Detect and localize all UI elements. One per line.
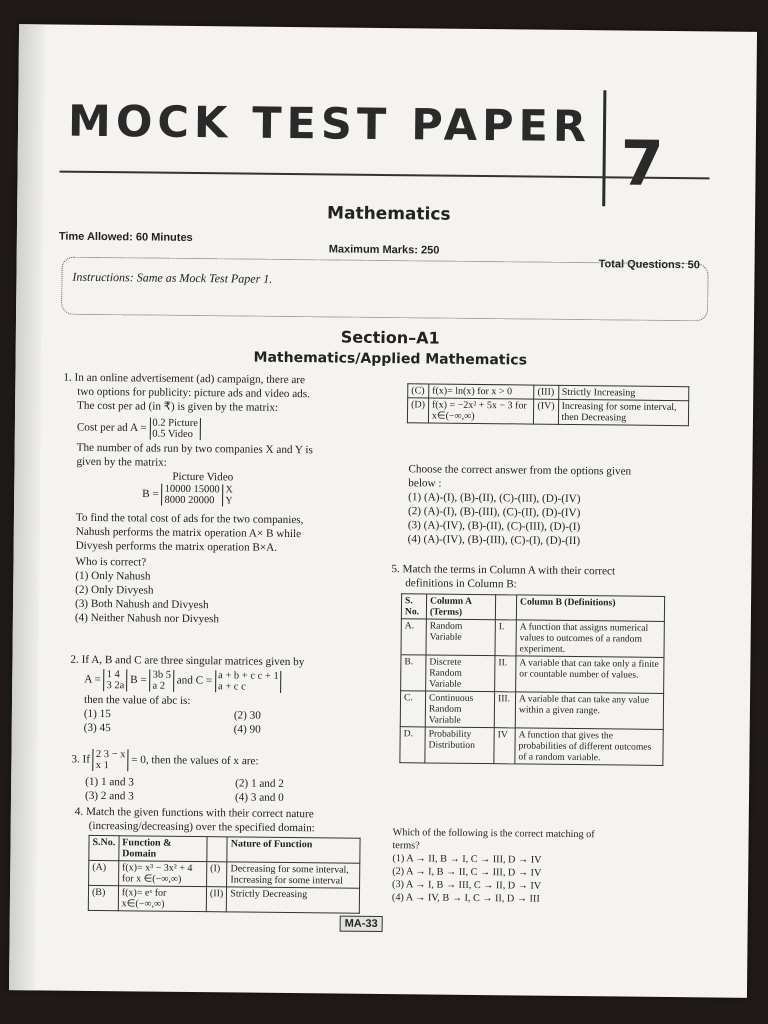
q4-option: (2) (A)-(I), (B)-(III), (C)-(II), (D)-(IV): [407, 505, 581, 520]
q3-prefix: 3. If: [71, 753, 91, 766]
q1-option: (4) Neither Nahush nor Divyesh: [74, 611, 220, 626]
q2-line: 2. If A, B and C are three singular matrices given by: [70, 653, 305, 669]
table-cell: (D): [407, 398, 428, 423]
table-cell: B.: [401, 655, 426, 691]
b-label: B =: [130, 673, 147, 687]
determinant: [93, 749, 129, 771]
table-cell: (IV): [534, 399, 558, 424]
page-number: MA-33: [340, 916, 383, 932]
q1-line: Who is correct?: [75, 555, 147, 569]
table-row: [89, 835, 360, 863]
binding-gutter: [9, 24, 45, 990]
q3-option: (4) 3 and 0: [234, 791, 284, 804]
table-header: S.No.: [89, 835, 119, 860]
table-cell: Decreasing for some interval, Increasing for some interval: [227, 862, 360, 888]
q5-line: 5. Match the terms in Column A with their correct: [391, 563, 616, 578]
matrix-c: [215, 670, 282, 693]
q2-option: (4) 90: [233, 723, 261, 736]
a-label: A =: [84, 673, 101, 686]
table-header: Function & Domain: [119, 836, 207, 862]
table-header: [207, 837, 228, 862]
q2-option: (3) 45: [83, 721, 111, 735]
table-cell: A variable that can take any value within a given range.: [515, 692, 663, 730]
b-label: B =: [142, 488, 159, 501]
table-cell: A variable that can take only a finite or countable number of values.: [516, 656, 664, 694]
q5-table: [399, 593, 665, 766]
q4-option: (1) (A)-(I), (B)-(II), (C)-(III), (D)-(IV): [408, 491, 581, 506]
matrix-row: a + b + c c + 1: [218, 670, 279, 682]
table-cell: Random Variable: [426, 619, 495, 656]
q1-line: To find the total cost of ads for the two companies,: [75, 511, 304, 527]
matrix-row: a 2: [152, 680, 166, 692]
table-cell: III.: [494, 692, 515, 728]
c-label: and C =: [176, 674, 213, 687]
question-2: [70, 653, 381, 738]
q3-option: (1) 1 and 3: [85, 775, 134, 789]
question-4-intro: [75, 805, 375, 836]
table-row: [400, 727, 663, 766]
q1-option: (3) Both Nahush and Divyesh: [74, 597, 209, 612]
table-header: Column B (Definitions): [516, 595, 664, 622]
table-cell: Strictly Increasing: [558, 385, 689, 400]
q3-option: (2) 1 and 2: [235, 777, 284, 790]
matrix-b: [149, 670, 174, 692]
total-questions: Total Questions: 50: [598, 258, 700, 272]
q4-table-continued: [407, 383, 689, 426]
q1-line: The number of ads run by two companies X and Y is: [76, 441, 313, 457]
question-5: [391, 562, 691, 593]
time-allowed: Time Allowed: 60 Minutes: [58, 230, 193, 244]
q4-option: (4) (A)-(IV), (B)-(III), (C)-(I), (D)-(II): [407, 533, 581, 548]
table-cell: I.: [495, 620, 516, 656]
q4-line: (increasing/decreasing) over the specified domain:: [88, 819, 315, 835]
table-row: [401, 594, 664, 622]
max-marks: Maximum Marks: 250: [328, 243, 440, 257]
q4-options: [408, 462, 699, 549]
title-divider: [602, 90, 606, 206]
row-label: X: [225, 484, 233, 496]
q1-line: two options for publicity: picture ads and video ads.: [77, 385, 311, 401]
q3-option: (3) 2 and 3: [84, 789, 134, 803]
table-cell: Discrete Random Variable: [426, 655, 495, 692]
table-row: [400, 691, 663, 730]
table-cell: f(x)= eˣ for x∈(−∞,∞): [118, 886, 206, 912]
table-cell: A.: [401, 619, 426, 655]
table-row: [88, 885, 359, 913]
table-cell: (III): [534, 385, 558, 399]
table-cell: Probability Distribution: [425, 727, 494, 764]
table-header: Nature of Function: [227, 837, 360, 863]
table-cell: Strictly Decreasing: [227, 887, 360, 913]
q5-option: (4) A → IV, B → I, C → II, D → III: [391, 892, 540, 905]
table-row: [401, 655, 664, 694]
table-row: [401, 619, 664, 658]
question-1: [61, 371, 384, 628]
q5-line: definitions in Column B:: [405, 577, 517, 591]
table-cell: f(x)= x³ − 3x² + 4 for x ∈(−∞,∞): [118, 861, 206, 887]
paper-number: 7: [620, 126, 665, 200]
q5-option: (1) A → II, B → I, C → III, D → IV: [392, 853, 542, 866]
matrix-row: 2 3 − x: [95, 749, 126, 761]
table-cell: Continuous Random Variable: [425, 691, 494, 728]
q2-line: then the value of abc is:: [83, 693, 191, 707]
q1-line: Divyesh performs the matrix operation B×A.: [75, 539, 278, 554]
table-cell: (B): [88, 885, 118, 910]
cost-matrix: [149, 418, 201, 441]
matrix-row: 1 4: [106, 669, 120, 681]
q5-option: (3) A → I, B → III, C → II, D → IV: [392, 879, 542, 892]
matrix-header: Picture Video: [172, 470, 234, 484]
table-row: [407, 398, 688, 426]
q4-prompt: Choose the correct answer from the options given: [408, 463, 632, 478]
q5-options: [392, 826, 683, 907]
question-3: [71, 749, 382, 806]
q3-suffix: = 0, then the values of x are:: [131, 753, 259, 768]
q2-option: (1) 15: [83, 707, 111, 721]
q1-option: (2) Only Divyesh: [75, 583, 154, 597]
table-cell: Increasing for some interval, then Decreasing: [558, 399, 689, 425]
instructions-box: [61, 257, 709, 322]
q1-option: (1) Only Nahush: [75, 569, 151, 583]
table-cell: (C): [408, 384, 429, 398]
q5-option: (2) A → I, B → II, C → III, D → IV: [392, 866, 542, 879]
table-header: [495, 595, 516, 620]
q2-option: (2) 30: [233, 709, 261, 722]
q4-prompt: below :: [408, 477, 442, 490]
table-cell: (II): [206, 887, 227, 912]
table-cell: D.: [400, 727, 425, 763]
matrix-row: 10000 15000: [164, 483, 220, 496]
table-cell: A function that assigns numerical values to outcomes of a random experiment.: [516, 620, 664, 658]
matrix-row: 8000 20000: [164, 494, 215, 507]
cost-label: Cost per ad A =: [76, 421, 147, 435]
q4-table-top: [88, 835, 361, 914]
matrix-row: a + c c: [217, 681, 246, 693]
matrix-row: 0.2 Picture: [152, 417, 198, 430]
matrix-row: 3b 5: [152, 669, 172, 681]
q1-line: 1. In an online advertisement (ad) campaign, there are: [63, 371, 306, 387]
section-subtitle: Mathematics/Applied Mathematics: [253, 349, 528, 369]
table-cell: f(x) = −2x² + 5x − 3 for x∈(−∞,∞): [428, 398, 534, 424]
table-cell: (I): [207, 862, 228, 887]
table-cell: II.: [495, 656, 516, 692]
table-header: S. No.: [401, 594, 426, 619]
instructions-text: Instructions: Same as Mock Test Paper 1.: [72, 269, 273, 286]
table-cell: f(x)= ln(x) for x > 0: [429, 384, 535, 399]
section-title: Section–A1: [340, 327, 440, 348]
matrix-row: x 1: [95, 760, 109, 772]
subject-title: Mathematics: [327, 203, 451, 225]
matrix-a: [103, 669, 127, 691]
ad-run-matrix: [161, 484, 222, 507]
table-cell: IV: [494, 728, 515, 764]
q4-line: 4. Match the given functions with their correct nature: [74, 805, 314, 821]
table-cell: C.: [400, 691, 425, 727]
header-rule: [60, 171, 710, 180]
q5-prompt: terms?: [392, 840, 420, 852]
q1-line: The cost per ad (in ₹) is given by the matrix:: [77, 399, 279, 414]
table-row: [89, 860, 360, 888]
table-cell: (A): [89, 860, 119, 885]
table-header: Column A (Terms): [426, 594, 495, 620]
q4-option: (3) (A)-(IV), (B)-(II), (C)-(III), (D)-(I): [407, 519, 581, 534]
exam-page: [9, 24, 757, 998]
matrix-row: 3 2a: [106, 680, 125, 692]
q1-line: given by the matrix:: [76, 455, 167, 469]
matrix-row: 0.5 Video: [152, 428, 193, 441]
q1-line: Nahush performs the matrix operation A× B while: [75, 525, 302, 541]
q5-prompt: Which of the following is the correct matching of: [392, 827, 595, 841]
paper-title: MOCK TEST PAPER: [67, 96, 592, 153]
row-label: Y: [225, 495, 233, 507]
table-cell: A function that gives the probabilities of different outcomes of a random variable.: [515, 728, 663, 766]
